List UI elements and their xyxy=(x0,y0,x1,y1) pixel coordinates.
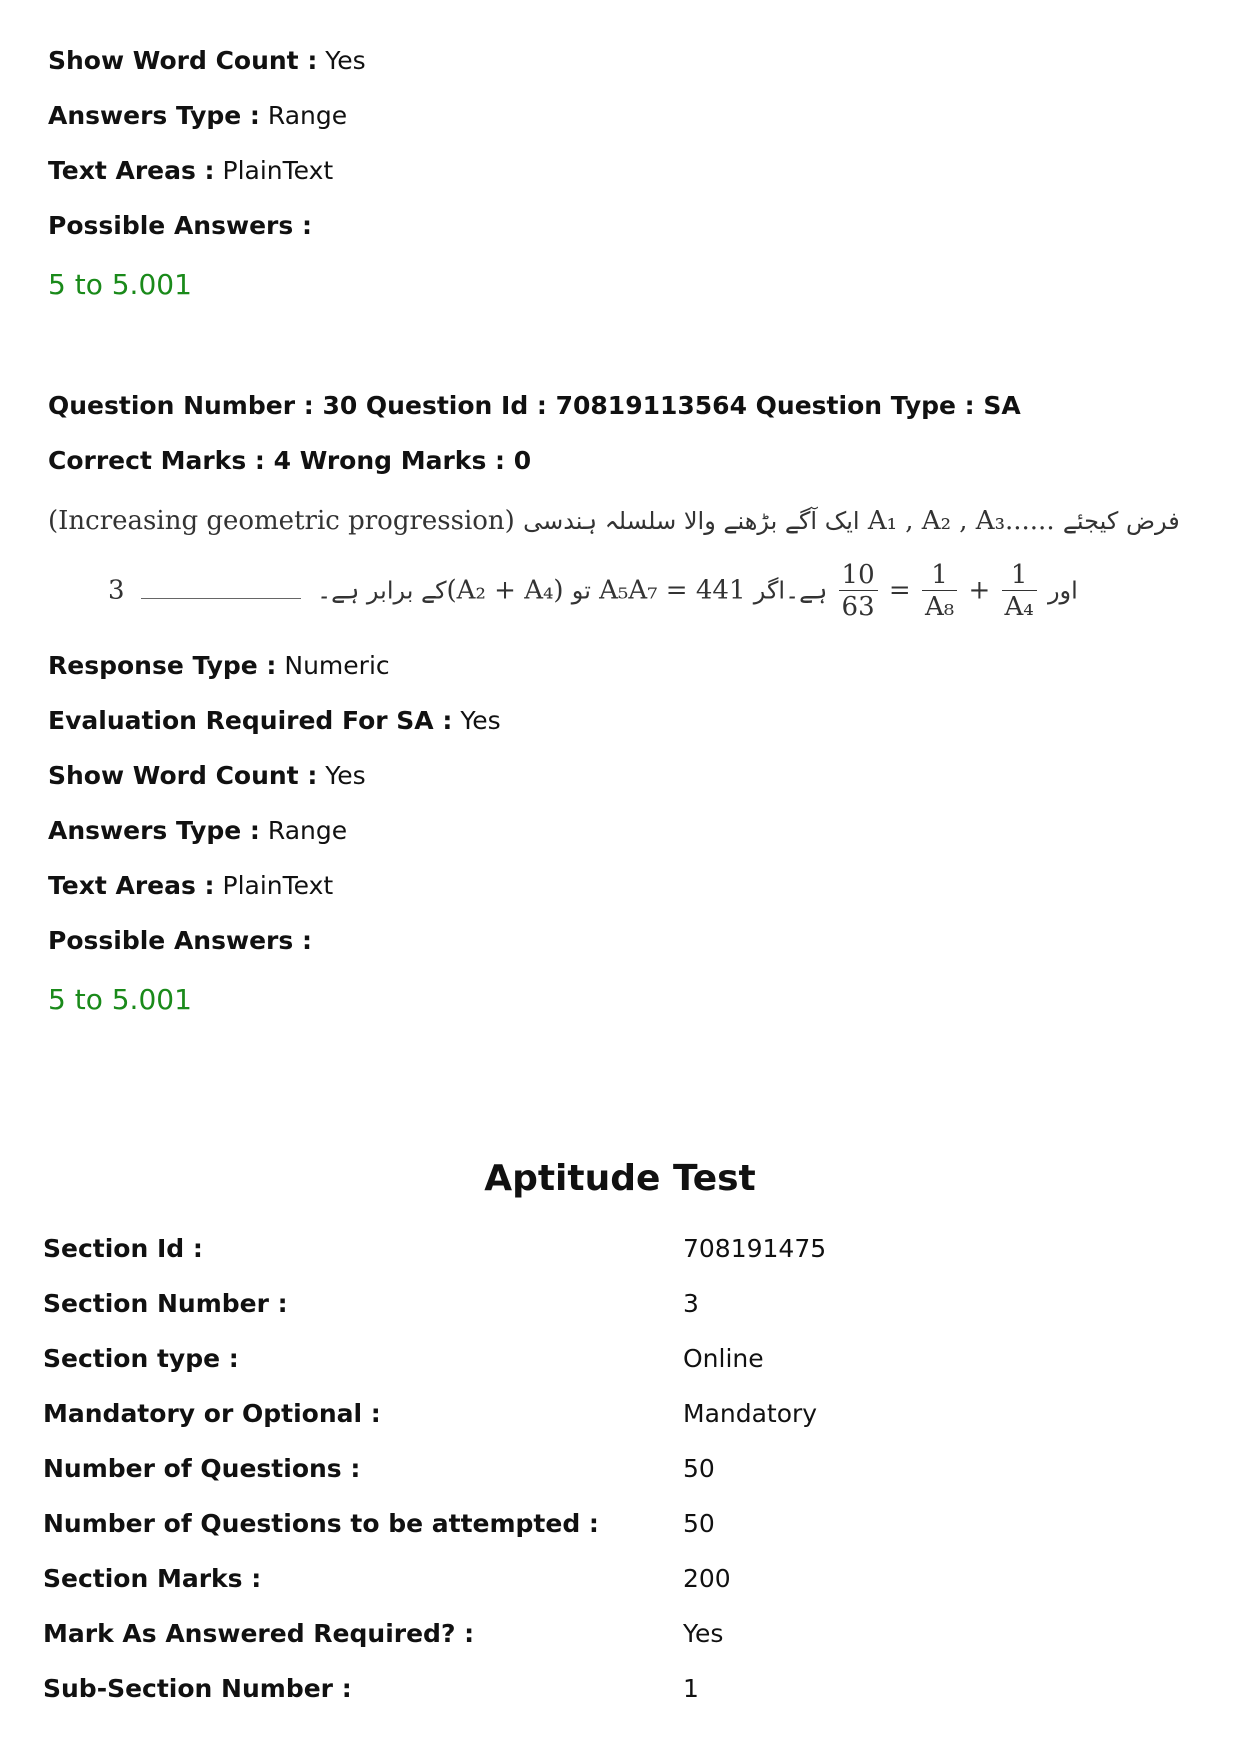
section-title: Aptitude Test xyxy=(484,1158,756,1199)
fraction-2 xyxy=(922,560,957,623)
question-terms: A₁ , A₂ , A₃...... xyxy=(867,506,1055,536)
field-label: Possible Answers : xyxy=(48,926,312,955)
fraction-3 xyxy=(839,560,878,623)
question-marks: Correct Marks : 4 Wrong Marks : 0 xyxy=(48,446,532,475)
fraction-1 xyxy=(1002,560,1037,623)
possible-answer-value: 5 to 5.001 xyxy=(48,268,192,301)
section-row-label: Section type : xyxy=(43,1344,239,1373)
answer-blank xyxy=(141,572,301,599)
section-row-value: 1 xyxy=(683,1674,699,1703)
question-expression: 3(A₂ + A₄) xyxy=(108,575,564,606)
field-label: Text Areas : xyxy=(48,156,215,185)
field-label: Answers Type : xyxy=(48,816,260,845)
show-word-count-row xyxy=(48,761,366,791)
question-body xyxy=(48,500,1180,635)
field-value: Yes xyxy=(460,706,501,735)
section-row-value: 200 xyxy=(683,1564,731,1593)
section-row-value: Online xyxy=(683,1344,764,1373)
question-urdu-if: ہے۔اگر xyxy=(753,576,828,605)
field-value: PlainText xyxy=(222,871,334,900)
section-row-value: Yes xyxy=(683,1619,724,1648)
answers-type-row xyxy=(48,101,347,131)
field-value: Numeric xyxy=(284,651,390,680)
section-row-value: Mandatory xyxy=(683,1399,818,1428)
field-value: Yes xyxy=(325,46,366,75)
section-row-value: 3 xyxy=(683,1289,699,1318)
section-row-label: Mark As Answered Required? : xyxy=(43,1619,475,1648)
question-line-1 xyxy=(48,506,1180,536)
field-value: Yes xyxy=(325,761,366,790)
section-row-value: 50 xyxy=(683,1454,715,1483)
section-row-label: Section Id : xyxy=(43,1234,203,1263)
field-label: Possible Answers : xyxy=(48,211,312,240)
section-row-label: Mandatory or Optional : xyxy=(43,1399,381,1428)
field-label: Show Word Count : xyxy=(48,46,318,75)
question-product: A₅A₇ = 441 xyxy=(599,575,746,606)
question-english-text: (Increasing geometric progression) xyxy=(48,506,515,536)
question-urdu-and: اور xyxy=(1047,576,1078,605)
text-areas-row xyxy=(48,871,333,901)
question-header: Question Number : 30 Question Id : 70819113564 Question Type : SA xyxy=(48,391,1021,420)
field-label: Response Type : xyxy=(48,651,277,680)
fraction-numerator: 1 xyxy=(922,560,957,591)
section-row-value: 708191475 xyxy=(683,1234,827,1263)
section-row-label: Sub-Section Number : xyxy=(43,1674,352,1703)
text-areas-row xyxy=(48,156,333,186)
section-row-label: Number of Questions : xyxy=(43,1454,361,1483)
field-label: Show Word Count : xyxy=(48,761,318,790)
show-word-count-row xyxy=(48,46,366,76)
fraction-numerator: 1 xyxy=(1002,560,1037,591)
evaluation-required-row xyxy=(48,706,501,736)
fraction-denominator: 63 xyxy=(841,592,875,622)
possible-answers-row xyxy=(48,211,312,241)
field-value: Range xyxy=(267,101,348,130)
equals-sign: = xyxy=(888,575,911,606)
possible-answers-row xyxy=(48,926,312,956)
field-value: Range xyxy=(267,816,348,845)
section-row-label: Number of Questions to be attempted : xyxy=(43,1509,599,1538)
section-row-label: Section Number : xyxy=(43,1289,288,1318)
response-type-row xyxy=(48,651,390,681)
possible-answer-value: 5 to 5.001 xyxy=(48,983,192,1016)
fraction-denominator: A₄ xyxy=(1004,592,1034,622)
question-urdu-suppose: فرض کیجئے xyxy=(1062,507,1180,535)
field-label: Text Areas : xyxy=(48,871,215,900)
answers-type-row xyxy=(48,816,347,846)
question-urdu-then: تو xyxy=(571,576,591,605)
plus-sign: + xyxy=(968,575,991,606)
question-line-2 xyxy=(108,560,1078,623)
field-label: Answers Type : xyxy=(48,101,260,130)
question-urdu-equal-to: کے برابر ہے۔ xyxy=(317,576,447,605)
fraction-numerator: 10 xyxy=(839,560,878,591)
question-urdu-series: ایک آگے بڑھنے والا سلسلہ ہندسی xyxy=(523,507,860,535)
field-value: PlainText xyxy=(222,156,334,185)
section-row-value: 50 xyxy=(683,1509,715,1538)
field-label: Evaluation Required For SA : xyxy=(48,706,453,735)
fraction-denominator: A₈ xyxy=(924,592,955,622)
section-row-label: Section Marks : xyxy=(43,1564,262,1593)
